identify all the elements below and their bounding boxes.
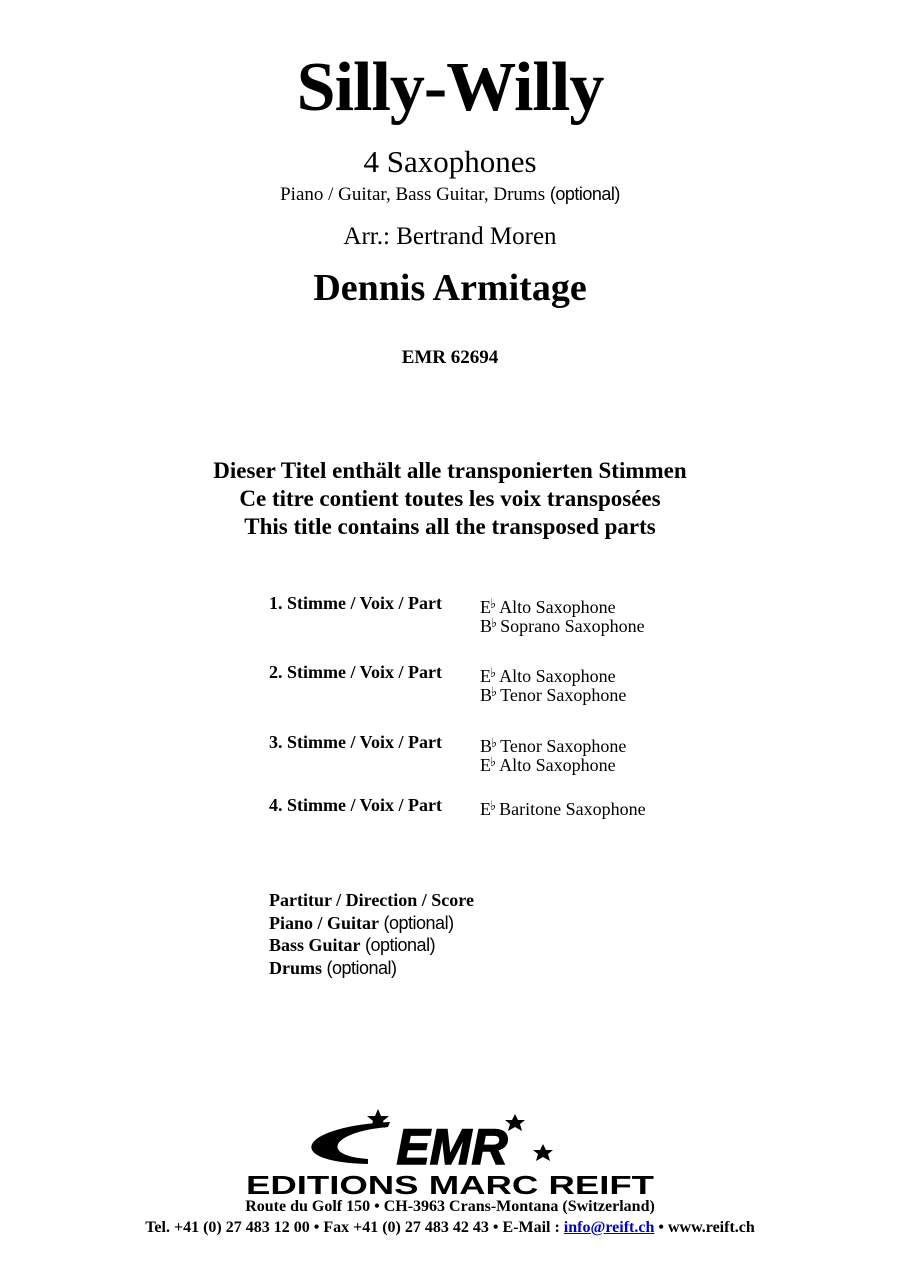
notice-fr: Ce titre contient toutes les voix transposées <box>239 486 661 511</box>
publisher-address: Route du Golf 150 • CH-3963 Crans-Montana (Switzerland) <box>245 1198 655 1215</box>
title: Silly-Willy <box>296 49 604 126</box>
logo-mark: EMR <box>396 1119 508 1175</box>
emr-logo <box>240 1108 660 1198</box>
publisher-contact <box>0 1218 900 1238</box>
catalog-number: EMR 62694 <box>401 347 499 368</box>
score-item: Partitur / Direction / Score <box>269 890 474 910</box>
part-label: 3. Stimme / Voix / Part <box>269 732 442 752</box>
bass-item: Bass Guitar (optional) <box>269 935 436 955</box>
instrumentation: Piano / Guitar, Bass Guitar, Drums <box>280 184 546 205</box>
instrument: B♭ Tenor Saxophone <box>480 735 627 756</box>
email-link[interactable]: info@reift.ch <box>563 1219 655 1236</box>
subtitle: 4 Saxophones <box>363 144 537 179</box>
instrument: B♭ Tenor Saxophone <box>480 684 627 705</box>
instrumentation-line <box>0 182 900 207</box>
part-label: 1. Stimme / Voix / Part <box>269 593 442 613</box>
arranger: Arr.: Bertrand Moren <box>343 223 557 250</box>
instrument: E♭ Baritone Saxophone <box>480 798 646 819</box>
optional-note: (optional) <box>549 184 620 204</box>
instrument: E♭ Alto Saxophone <box>480 754 616 775</box>
publisher-name: EDITIONS MARC REIFT <box>246 1170 655 1198</box>
part-label: 2. Stimme / Voix / Part <box>269 662 442 682</box>
composer: Dennis Armitage <box>313 267 587 309</box>
part-label: 4. Stimme / Voix / Part <box>269 795 442 815</box>
contact-phone-fax: Tel. +41 (0) 27 483 12 00 • Fax +41 (0) 27 483 42 43 • E-Mail : <box>145 1219 564 1236</box>
notice-en: This title contains all the transposed parts <box>244 514 656 539</box>
instrument: E♭ Alto Saxophone <box>480 596 616 617</box>
instrument: B♭ Soprano Saxophone <box>480 615 645 636</box>
instrument: E♭ Alto Saxophone <box>480 665 616 686</box>
notice-de: Dieser Titel enthält alle transponierten Stimmen <box>213 458 687 483</box>
additional-parts <box>269 889 474 979</box>
contact-website: • www.reift.ch <box>654 1219 755 1236</box>
drums-item: Drums (optional) <box>269 957 397 978</box>
piano-item: Piano / Guitar (optional) <box>269 912 454 933</box>
